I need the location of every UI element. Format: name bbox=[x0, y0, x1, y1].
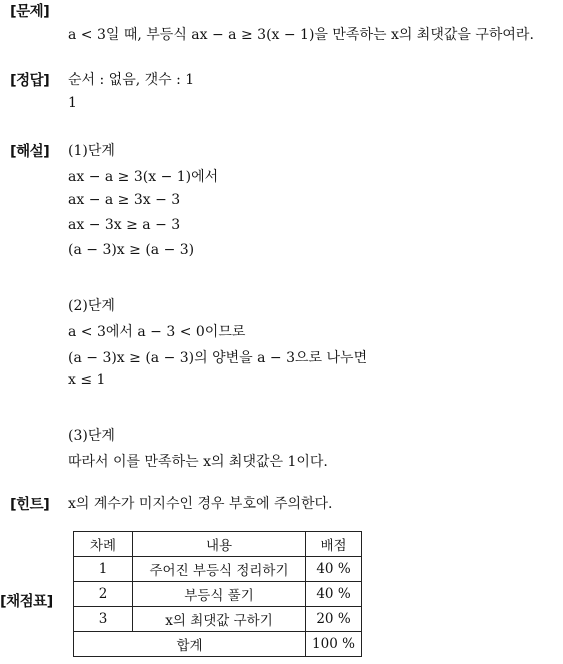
step1-line: (a − 3)x ≥ (a − 3) bbox=[68, 242, 195, 258]
solution-label: [해설] bbox=[10, 144, 50, 160]
table-row bbox=[74, 607, 362, 632]
table-total-row bbox=[74, 632, 362, 657]
step2-line: x ≤ 1 bbox=[68, 372, 106, 388]
step1-line: ax − 3x ≥ a − 3 bbox=[68, 217, 181, 233]
total-value: 100 % bbox=[306, 632, 362, 657]
hint-label: [힌트] bbox=[10, 497, 50, 513]
problem-label: [문제] bbox=[10, 4, 50, 20]
table-cell: 40 % bbox=[306, 557, 362, 582]
step1-line: ax − a ≥ 3(x − 1)에서 bbox=[68, 169, 219, 185]
table-cell: 20 % bbox=[306, 607, 362, 632]
table-cell: x의 최댓값 구하기 bbox=[133, 607, 306, 632]
header-cell: 배점 bbox=[306, 532, 362, 557]
table-cell: 주어진 부등식 정리하기 bbox=[133, 557, 306, 582]
table-row bbox=[74, 557, 362, 582]
step1-line: ax − a ≥ 3x − 3 bbox=[68, 192, 181, 208]
rubric-label: [채점표] bbox=[0, 594, 53, 610]
header-cell: 내용 bbox=[133, 532, 306, 557]
table-header-row bbox=[74, 532, 362, 557]
table-row bbox=[74, 582, 362, 607]
rubric-table bbox=[73, 531, 362, 657]
step3-title: (3)단계 bbox=[68, 428, 115, 444]
table-cell: 40 % bbox=[306, 582, 362, 607]
step3-line: 따라서 이를 만족하는 x의 최댓값은 1이다. bbox=[68, 454, 328, 470]
answer-meta: 순서 : 없음, 갯수 : 1 bbox=[68, 72, 195, 88]
header-cell: 차례 bbox=[74, 532, 133, 557]
table-cell: 1 bbox=[74, 557, 133, 582]
step2-line: a < 3에서 a − 3 < 0이므로 bbox=[68, 324, 246, 340]
table-cell: 2 bbox=[74, 582, 133, 607]
step2-title: (2)단계 bbox=[68, 298, 115, 314]
answer-label: [정답] bbox=[10, 73, 50, 89]
step1-title: (1)단계 bbox=[68, 143, 115, 159]
hint-text: x의 계수가 미지수인 경우 부호에 주의한다. bbox=[68, 496, 333, 512]
table-cell: 부등식 풀기 bbox=[133, 582, 306, 607]
table-cell: 3 bbox=[74, 607, 133, 632]
step2-line: (a − 3)x ≥ (a − 3)의 양변을 a − 3으로 나누면 bbox=[68, 350, 368, 366]
total-label: 합계 bbox=[74, 632, 306, 657]
answer-value: 1 bbox=[68, 95, 77, 111]
problem-text: a < 3일 때, 부등식 ax − a ≥ 3(x − 1)을 만족하는 x의 최댓값을 구하여라. bbox=[68, 27, 534, 43]
